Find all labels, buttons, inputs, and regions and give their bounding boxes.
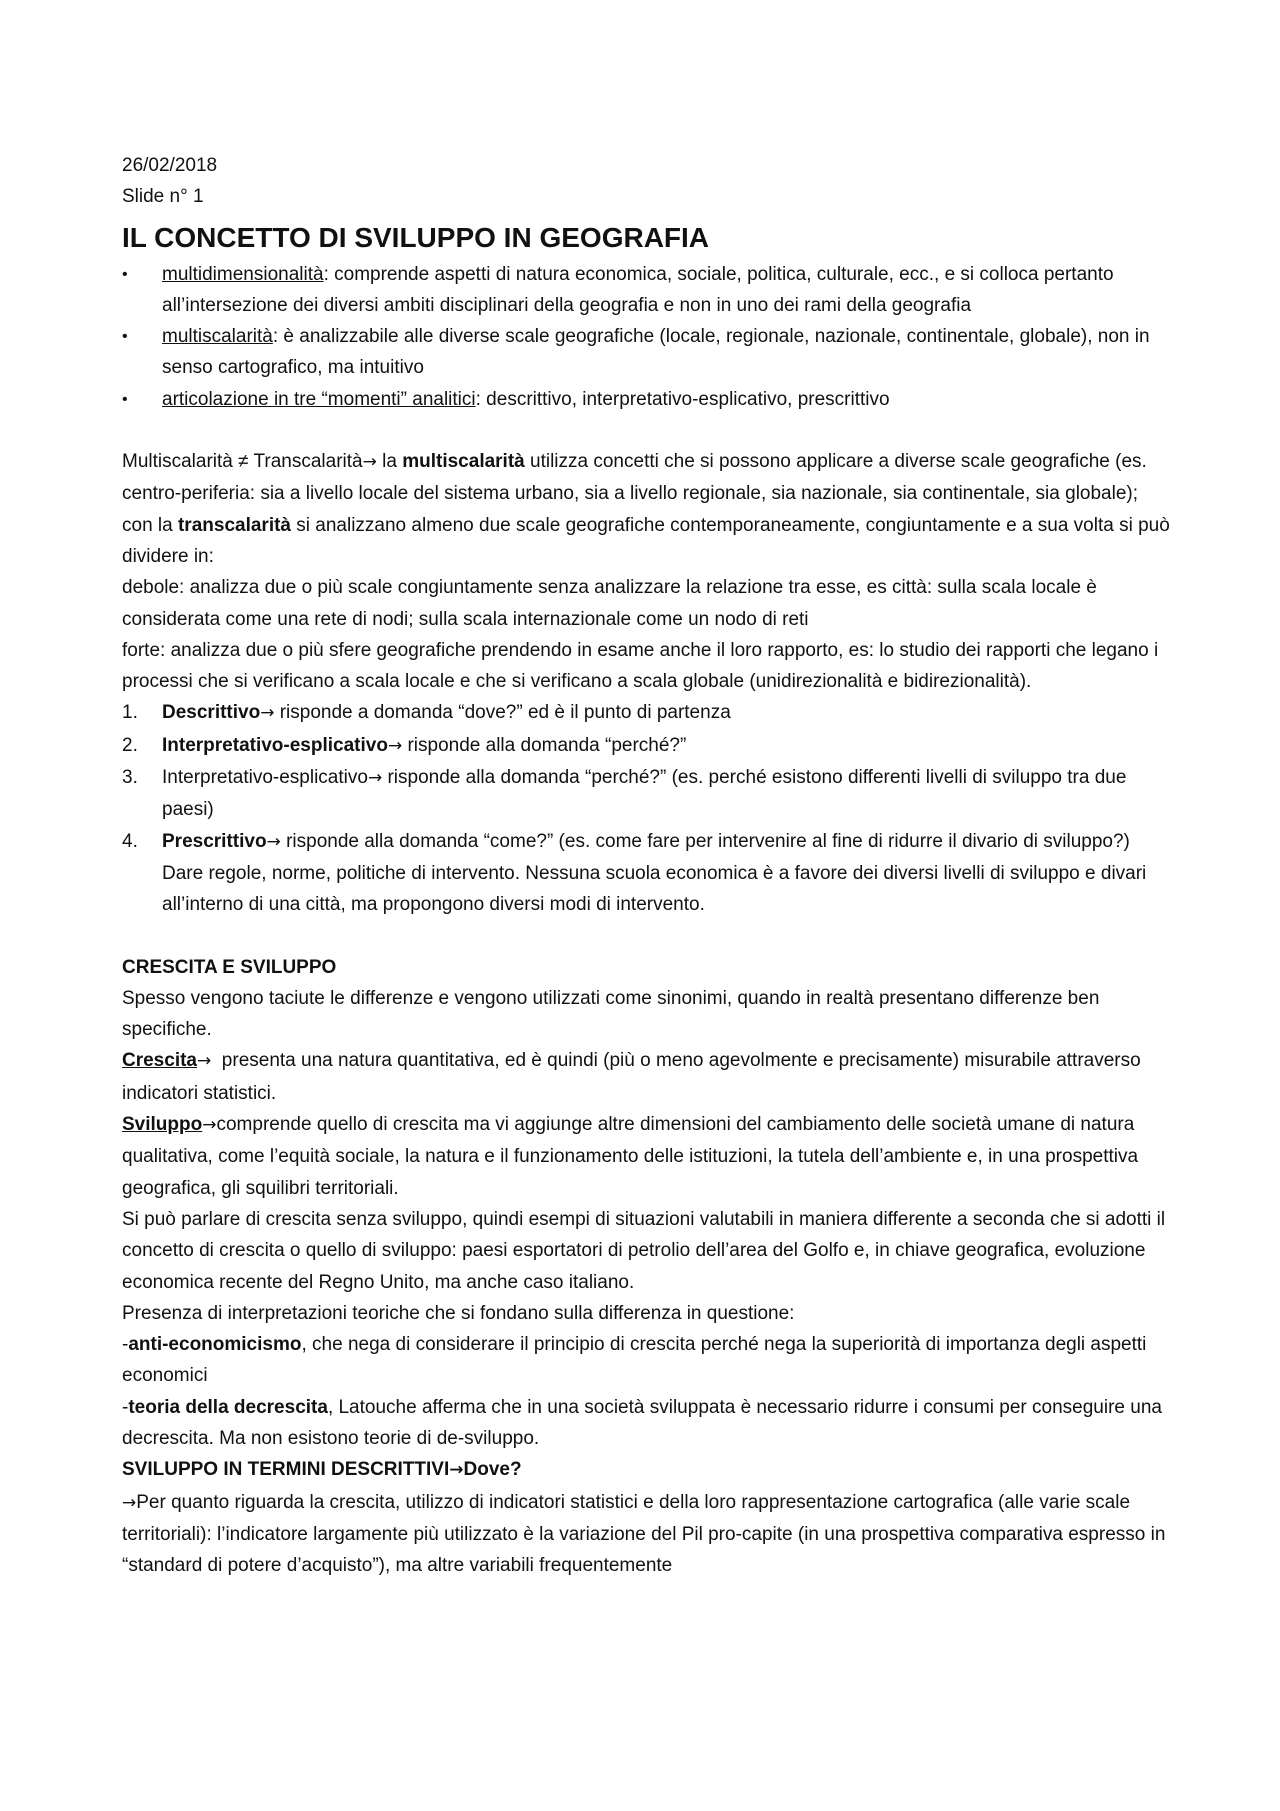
arrow-icon: → xyxy=(449,1460,464,1481)
anti-economicismo-item: -anti-economicismo, che nega di considerare il principio di crescita perché nega la superiorità di importanza degli aspetti economici xyxy=(122,1334,1147,1387)
step-term: Interpretativo-esplicativo xyxy=(162,767,368,789)
crescita-definition xyxy=(122,1045,1172,1109)
date-line: 26/02/2018 xyxy=(122,155,218,176)
debole-paragraph: debole: analizza due o più scale congiuntamente senza analizzare la relazione tra esse, es città: sulla scala locale è considerata come una rete di nodi; sulla scala internazionale come un nodo di reti xyxy=(122,577,1097,630)
bullet-text: : è analizzabile alle diverse scale geografiche (locale, regionale, nazionale, continentale, globale), non in senso cartografico, ma intuitivo xyxy=(162,326,1150,379)
heading-tail: Dove? xyxy=(463,1459,522,1481)
arrow-icon: → xyxy=(266,831,281,852)
arrow-icon: → xyxy=(202,1115,217,1136)
step-number: 1. xyxy=(122,702,138,724)
text-run: , che nega di considerare il principio di crescita perché nega la superiorità di importanza degli aspetti economici xyxy=(122,1334,1147,1387)
arrow-icon: → xyxy=(362,452,377,473)
descrittivi-paragraph xyxy=(122,1487,1172,1582)
bullet-text: : descrittivo, interpretativo-esplicativo, prescrittivo xyxy=(475,388,890,410)
arrow-icon: → xyxy=(197,1051,212,1072)
bullet-text: : comprende aspetti di natura economica, sociale, politica, culturale, ecc., e si colloca pertanto all’intersezione dei diversi ambiti disciplinari della geografia e non in uno dei rami della geografia xyxy=(162,263,1114,316)
page-title: IL CONCETTO DI SVILUPPO IN GEOGRAFIA xyxy=(122,221,710,253)
step-number: 3. xyxy=(122,767,138,789)
anti-term: anti-economicismo xyxy=(128,1334,302,1356)
step-number: 4. xyxy=(122,830,138,852)
analytic-steps-list xyxy=(122,697,1172,920)
text-run: presenta una natura quantitativa, ed è quindi (più o meno agevolmente e precisamente) misurabile attraverso indicatori statistici. xyxy=(122,1050,1146,1104)
multiscalarity-paragraph xyxy=(122,446,1172,572)
step-item xyxy=(122,826,1172,921)
arrow-icon: → xyxy=(122,1492,137,1513)
section-heading-crescita: CRESCITA E SVILUPPO xyxy=(122,956,337,978)
blank-line xyxy=(122,921,1172,952)
arrow-icon: → xyxy=(260,703,275,724)
blank-line xyxy=(122,415,1172,446)
decrescita-item: -teoria della decrescita, Latouche afferma che in una società sviluppata è necessario ridurre i consumi per conseguire una decrescita. Ma non esistono teorie di de-sviluppo. xyxy=(122,1396,1162,1449)
multi-lead: Multiscalarità ≠ Transcalarità xyxy=(122,451,363,473)
bullet-item xyxy=(122,259,1172,322)
interpretazioni-teoriche: Presenza di interpretazioni teoriche che si fondano sulla differenza in questione: xyxy=(122,1302,795,1324)
bullet-term: articolazione in tre “momenti” analitici xyxy=(162,388,476,410)
document-page xyxy=(122,150,1172,1581)
arrow-icon: → xyxy=(367,768,383,789)
step-item xyxy=(122,730,1172,762)
text-run: comprende quello di crescita ma vi aggiunge altre dimensioni del cambiamento delle società umane di natura qualitativa, come l’equità sociale, la natura e il funzionamento delle istituzioni, la tutela dell’ambiente e, in una prospettiva geografica, gli squilibri territoriali. xyxy=(122,1114,1139,1199)
sviluppo-definition xyxy=(122,1109,1172,1204)
text-run: , Latouche afferma che in una società sviluppata è necessario ridurre i consumi per conseguire una decrescita. Ma non esistono teorie di de-sviluppo. xyxy=(122,1396,1162,1449)
step-text: risponde alla domanda “perché?” (es. perché esistono differenti livelli di sviluppo tra due paesi) xyxy=(162,767,1127,821)
forte-paragraph: forte: analizza due o più sfere geografiche prendendo in esame anche il loro rapporto, es: lo studio dei rapporti che legano i processi che si verificano a scala locale e che si verificano a scala globale (unidirezionalità e bidirezionalità). xyxy=(122,639,1159,693)
bullet-term: multidimensionalità xyxy=(162,263,324,285)
step-text: risponde a domanda “dove?” ed è il punto di partenza xyxy=(274,702,731,724)
step-item xyxy=(122,697,1172,729)
step-text: risponde alla domanda “perché?” xyxy=(402,734,687,756)
crescita-term: Crescita xyxy=(122,1050,197,1072)
teoria-term: teoria della decrescita xyxy=(128,1396,328,1418)
step-number: 2. xyxy=(122,734,138,756)
crescita-senza-sviluppo: Si può parlare di crescita senza sviluppo, quindi esempi di situazioni valutabili in maniera differente a seconda che si adotti il concetto di crescita o quello di sviluppo: paesi esportatori di petrolio dell’area del Golfo e, in chiave geografica, evoluzione economica recente del Regno Unito, ma anche caso italiano. xyxy=(122,1208,1166,1293)
bullet-term: multiscalarità xyxy=(162,326,273,348)
text-run: la xyxy=(376,451,403,473)
multiscalarita-term: multiscalarità xyxy=(402,451,525,473)
step-term: Interpretativo-esplicativo xyxy=(162,734,388,756)
text-run: utilizza concetti che si possono applicare a diverse scale geografiche (es. centro-periferia: sia a livello locale del sistema urbano, sia a livello regionale, sia nazionale, sia continentale, sia globale); con la xyxy=(122,451,1147,536)
bullet-item xyxy=(122,384,1172,415)
arrow-icon: → xyxy=(387,735,403,756)
crescita-intro: Spesso vengono taciute le differenze e vengono utilizzati come sinonimi, quando in realtà presentano differenze ben specifiche. xyxy=(122,987,1100,1041)
slide-number: Slide n° 1 xyxy=(122,186,204,208)
heading-text: SVILUPPO IN TERMINI DESCRITTIVI xyxy=(122,1459,450,1481)
sviluppo-term: Sviluppo xyxy=(122,1114,203,1136)
concept-bullet-list xyxy=(122,259,1172,415)
step-item xyxy=(122,762,1172,826)
step-text: risponde alla domanda “come?” (es. come fare per intervenire al fine di ridurre il divario di sviluppo?) Dare regole, norme, politiche di intervento. Nessuna scuola economica è a favore dei diversi livelli di sviluppo e divari all’interno di una città, ma propongono diversi modi di intervento. xyxy=(162,830,1147,916)
step-term: Prescrittivo xyxy=(162,830,267,852)
bullet-item xyxy=(122,321,1172,384)
text-run: Per quanto riguarda la crescita, utilizzo di indicatori statistici e della loro rappresentazione cartografica (alle varie scale territoriali): l’indicatore largamente più utilizzato è la variazione del Pil pro-capite (in una prospettiva comparativa espresso in “standard di potere d’acquisto”), ma altre variabili frequentemente xyxy=(122,1491,1166,1577)
text-run: si analizzano almeno due scale geografiche contemporaneamente, congiuntamente e a sua volta si può dividere in: xyxy=(122,514,1170,567)
transcalarita-term: transcalarità xyxy=(177,514,291,536)
step-term: Descrittivo xyxy=(162,702,261,724)
section-heading-descrittivi xyxy=(122,1454,1172,1486)
